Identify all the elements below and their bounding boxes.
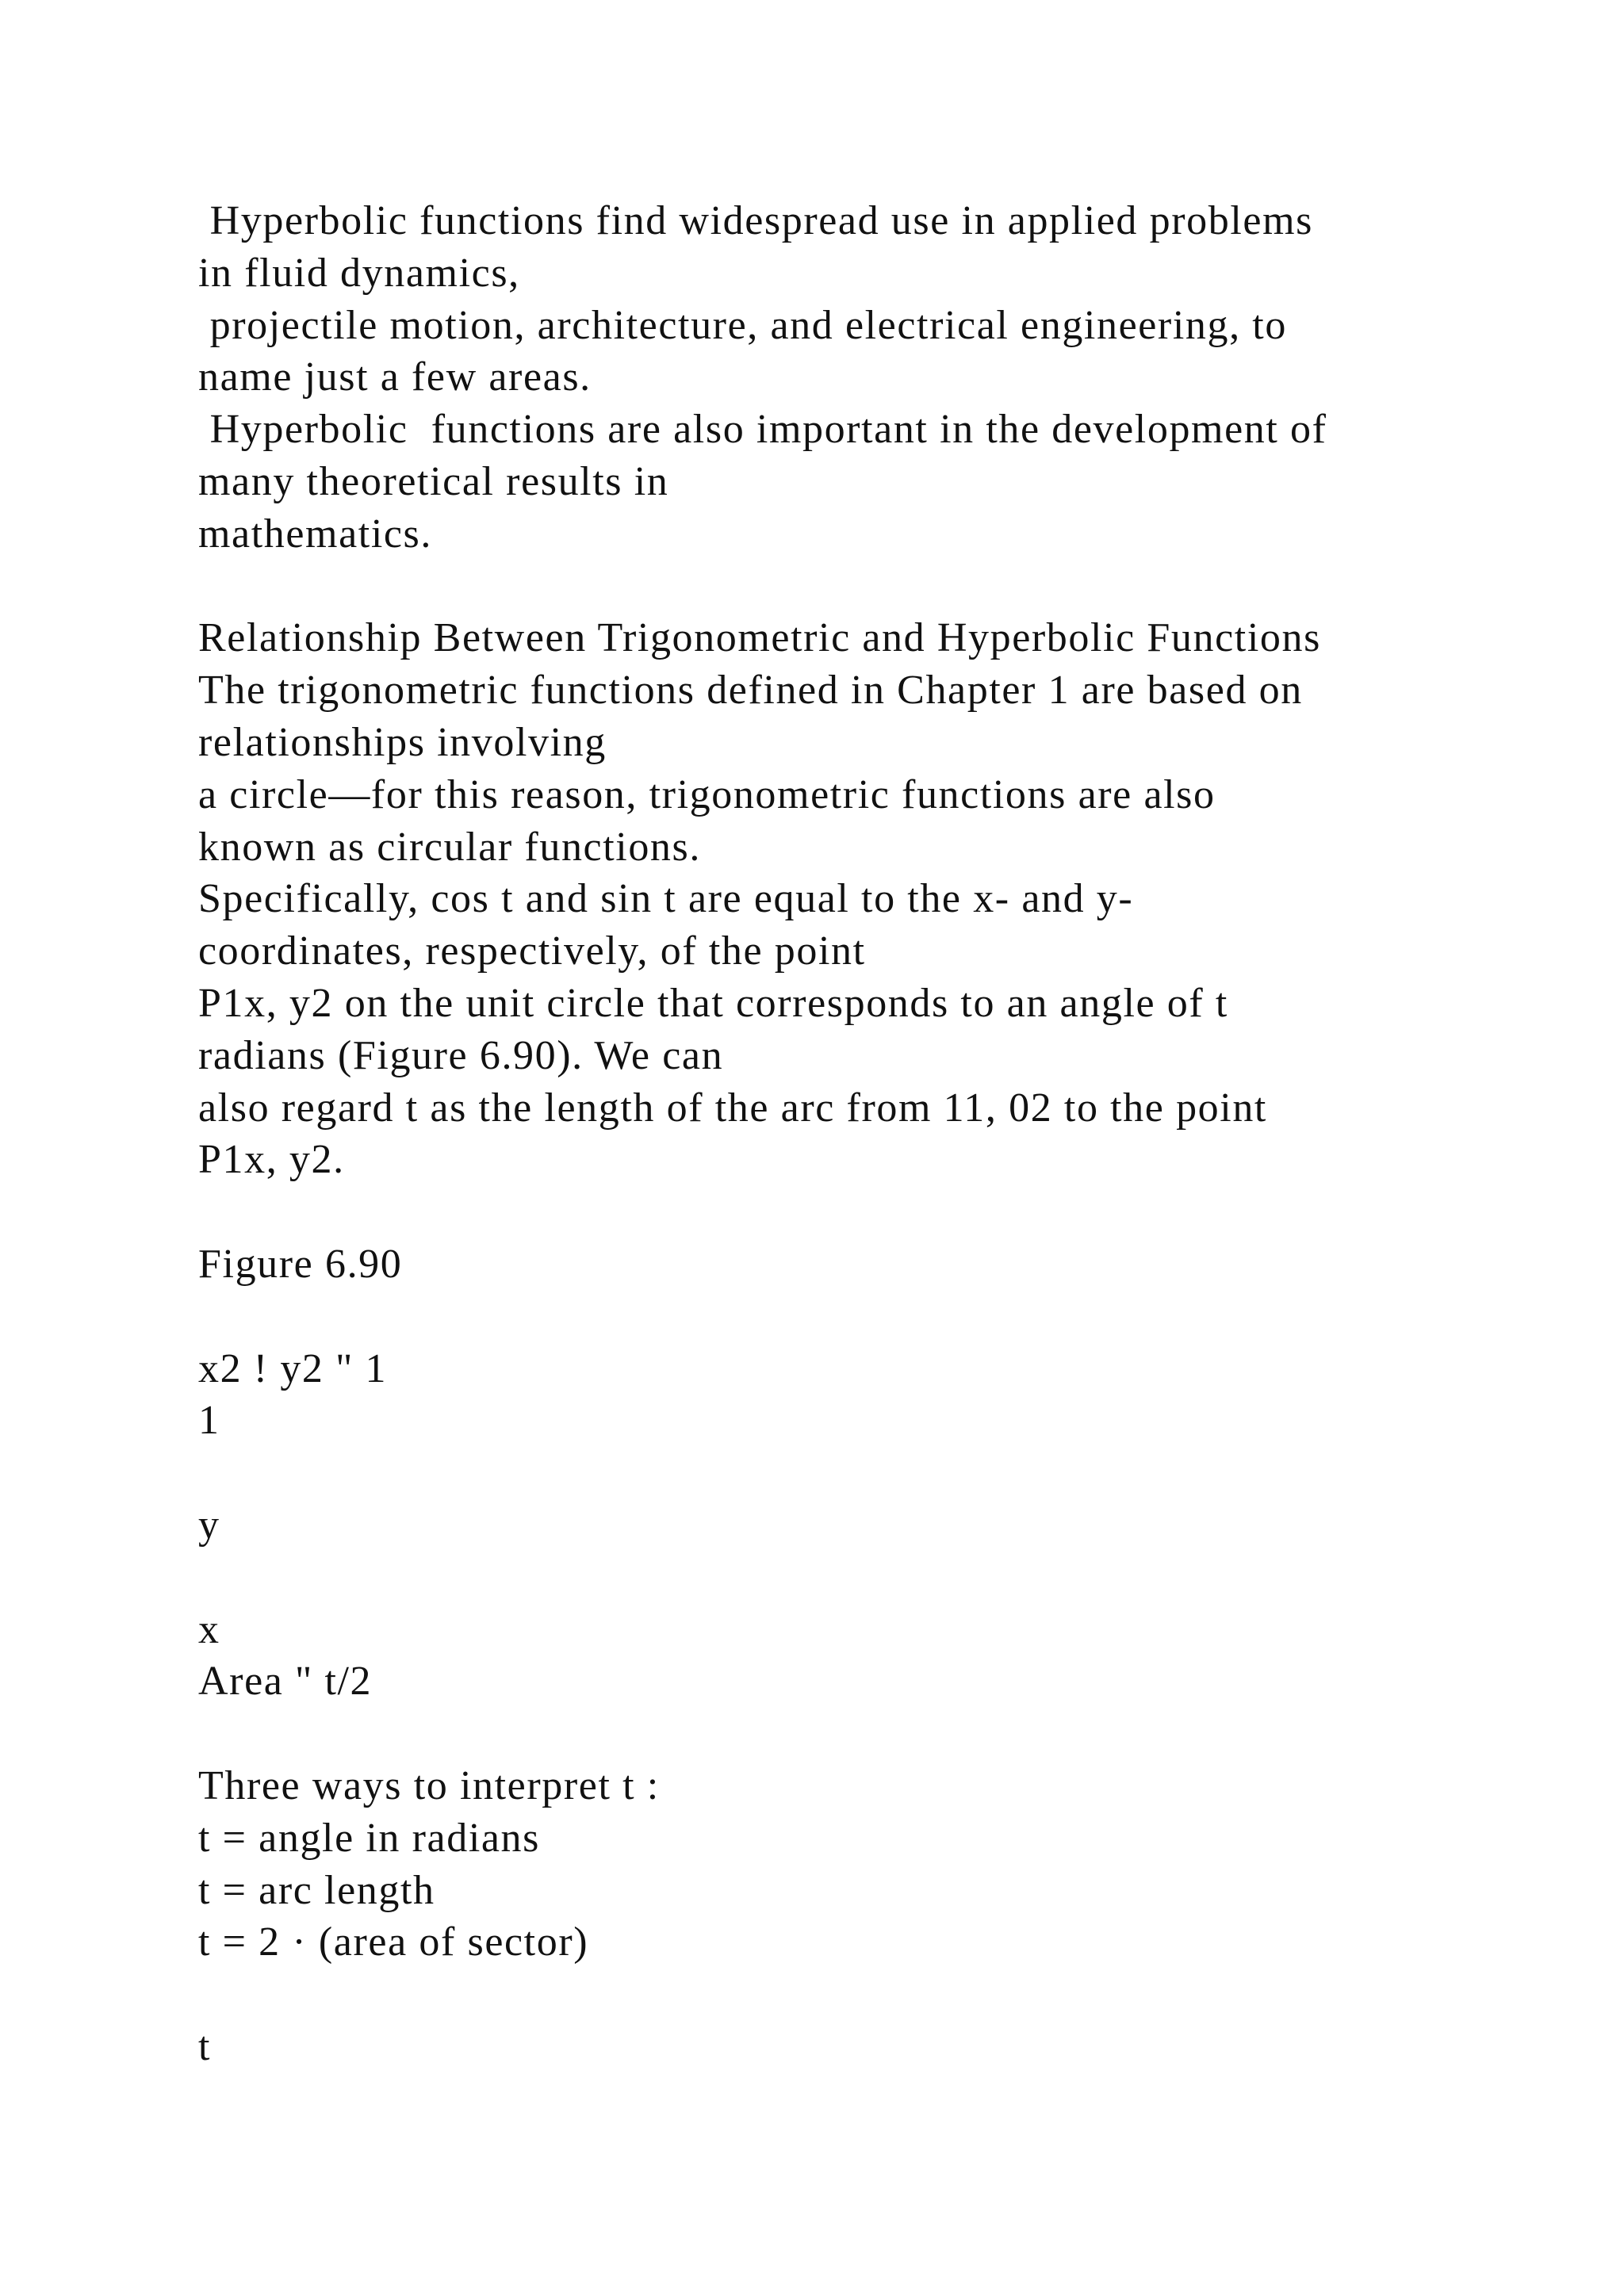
- text-line: The trigonometric functions defined in Chapter 1 are based on: [198, 668, 1303, 714]
- text-line: P1x, y2 on the unit circle that corresponds to an angle of t: [198, 980, 1228, 1026]
- section-heading: Relationship Between Trigonometric and Hyperbolic Functions: [198, 615, 1321, 661]
- spacer: [198, 1969, 1467, 2021]
- spacer: [198, 1186, 1467, 1238]
- document-page: [198, 195, 1467, 2073]
- figure-label: 1: [198, 1398, 220, 1444]
- spacer: [198, 1708, 1467, 1760]
- text-line: known as circular functions.: [198, 824, 701, 870]
- figure-label: Area " t/2: [198, 1659, 373, 1705]
- intro-paragraph: [198, 195, 1467, 561]
- figure-caption: Figure 6.90: [198, 1241, 403, 1287]
- text-line: coordinates, respectively, of the point: [198, 928, 866, 974]
- relationship-paragraph: [198, 612, 1467, 1186]
- spacer: [198, 1552, 1467, 1604]
- interpretation-list: [198, 1760, 1467, 1969]
- text-line: name just a few areas.: [198, 354, 592, 400]
- text-line: many theoretical results in: [198, 458, 669, 504]
- text-line: a circle—for this reason, trigonometric functions are also: [198, 771, 1216, 817]
- text-line: P1x, y2.: [198, 1137, 345, 1183]
- spacer: [198, 1291, 1467, 1343]
- text-line: Hyperbolic functions find widespread use in applied problems: [198, 198, 1313, 243]
- text-line: also regard t as the length of the arc from 11, 02 to the point: [198, 1085, 1267, 1131]
- text-line: projectile motion, architecture, and electrical engineering, to: [198, 302, 1287, 348]
- figure-labels: [198, 1343, 1467, 1709]
- list-heading: Three ways to interpret t :: [198, 1762, 660, 1808]
- text-line: mathematics.: [198, 511, 432, 557]
- list-item: t = 2 · (area of sector): [198, 1919, 589, 1965]
- figure-label: y: [198, 1502, 220, 1548]
- text-line: Specifically, cos t and sin t are equal to the x- and y-: [198, 876, 1134, 922]
- text-line: radians (Figure 6.90). We can: [198, 1032, 724, 1078]
- figure-label: x2 ! y2 " 1: [198, 1345, 388, 1391]
- spacer: [198, 1447, 1467, 1499]
- text-line: relationships involving: [198, 719, 607, 765]
- list-item: t = angle in radians: [198, 1815, 540, 1861]
- figure-label: t: [198, 2023, 212, 2069]
- text-line: Hyperbolic functions are also important in the development of: [198, 407, 1327, 453]
- list-item: t = arc length: [198, 1867, 435, 1913]
- figure-label: x: [198, 1606, 220, 1652]
- text-line: in fluid dynamics,: [198, 250, 520, 296]
- spacer: [198, 561, 1467, 613]
